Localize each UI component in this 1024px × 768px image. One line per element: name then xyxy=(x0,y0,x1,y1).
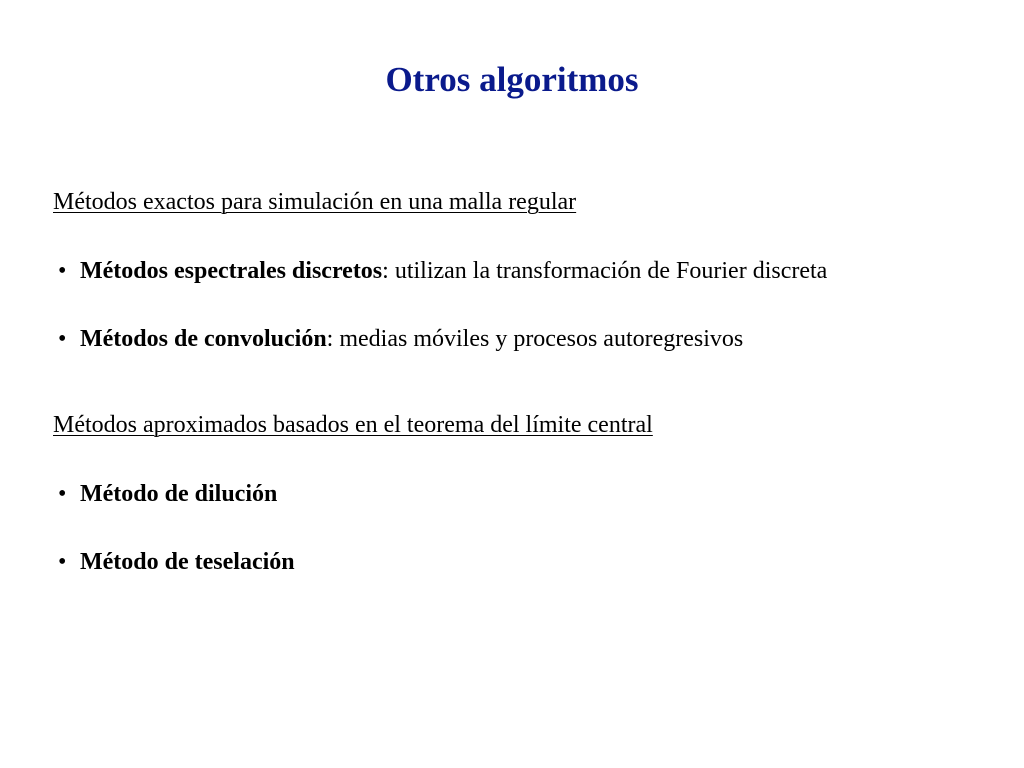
section-heading-approximate-methods: Métodos aproximados basados en el teorema del límite central xyxy=(53,412,653,438)
bullet-icon: • xyxy=(58,549,67,575)
bullet-term: Método de dilución xyxy=(80,481,278,507)
bullet-item-spectral-methods xyxy=(58,256,827,286)
bullet-icon: • xyxy=(58,258,67,284)
section-heading-exact-methods: Métodos exactos para simulación en una malla regular xyxy=(53,189,577,215)
bullet-icon: • xyxy=(58,326,67,352)
bullet-term: Método de teselación xyxy=(80,549,295,575)
bullet-item-convolution-methods xyxy=(58,324,743,354)
bullet-description: : medias móviles y procesos autoregresivos xyxy=(326,326,744,352)
bullet-item-dilution-method xyxy=(58,479,277,509)
bullet-item-tessellation-method xyxy=(58,547,295,577)
bullet-icon: • xyxy=(58,481,67,507)
bullet-term: Métodos de convolución xyxy=(80,326,327,352)
bullet-term: Métodos espectrales discretos xyxy=(80,258,383,284)
bullet-description: : utilizan la transformación de Fourier discreta xyxy=(382,258,828,284)
slide-title: Otros algoritmos xyxy=(385,60,639,99)
